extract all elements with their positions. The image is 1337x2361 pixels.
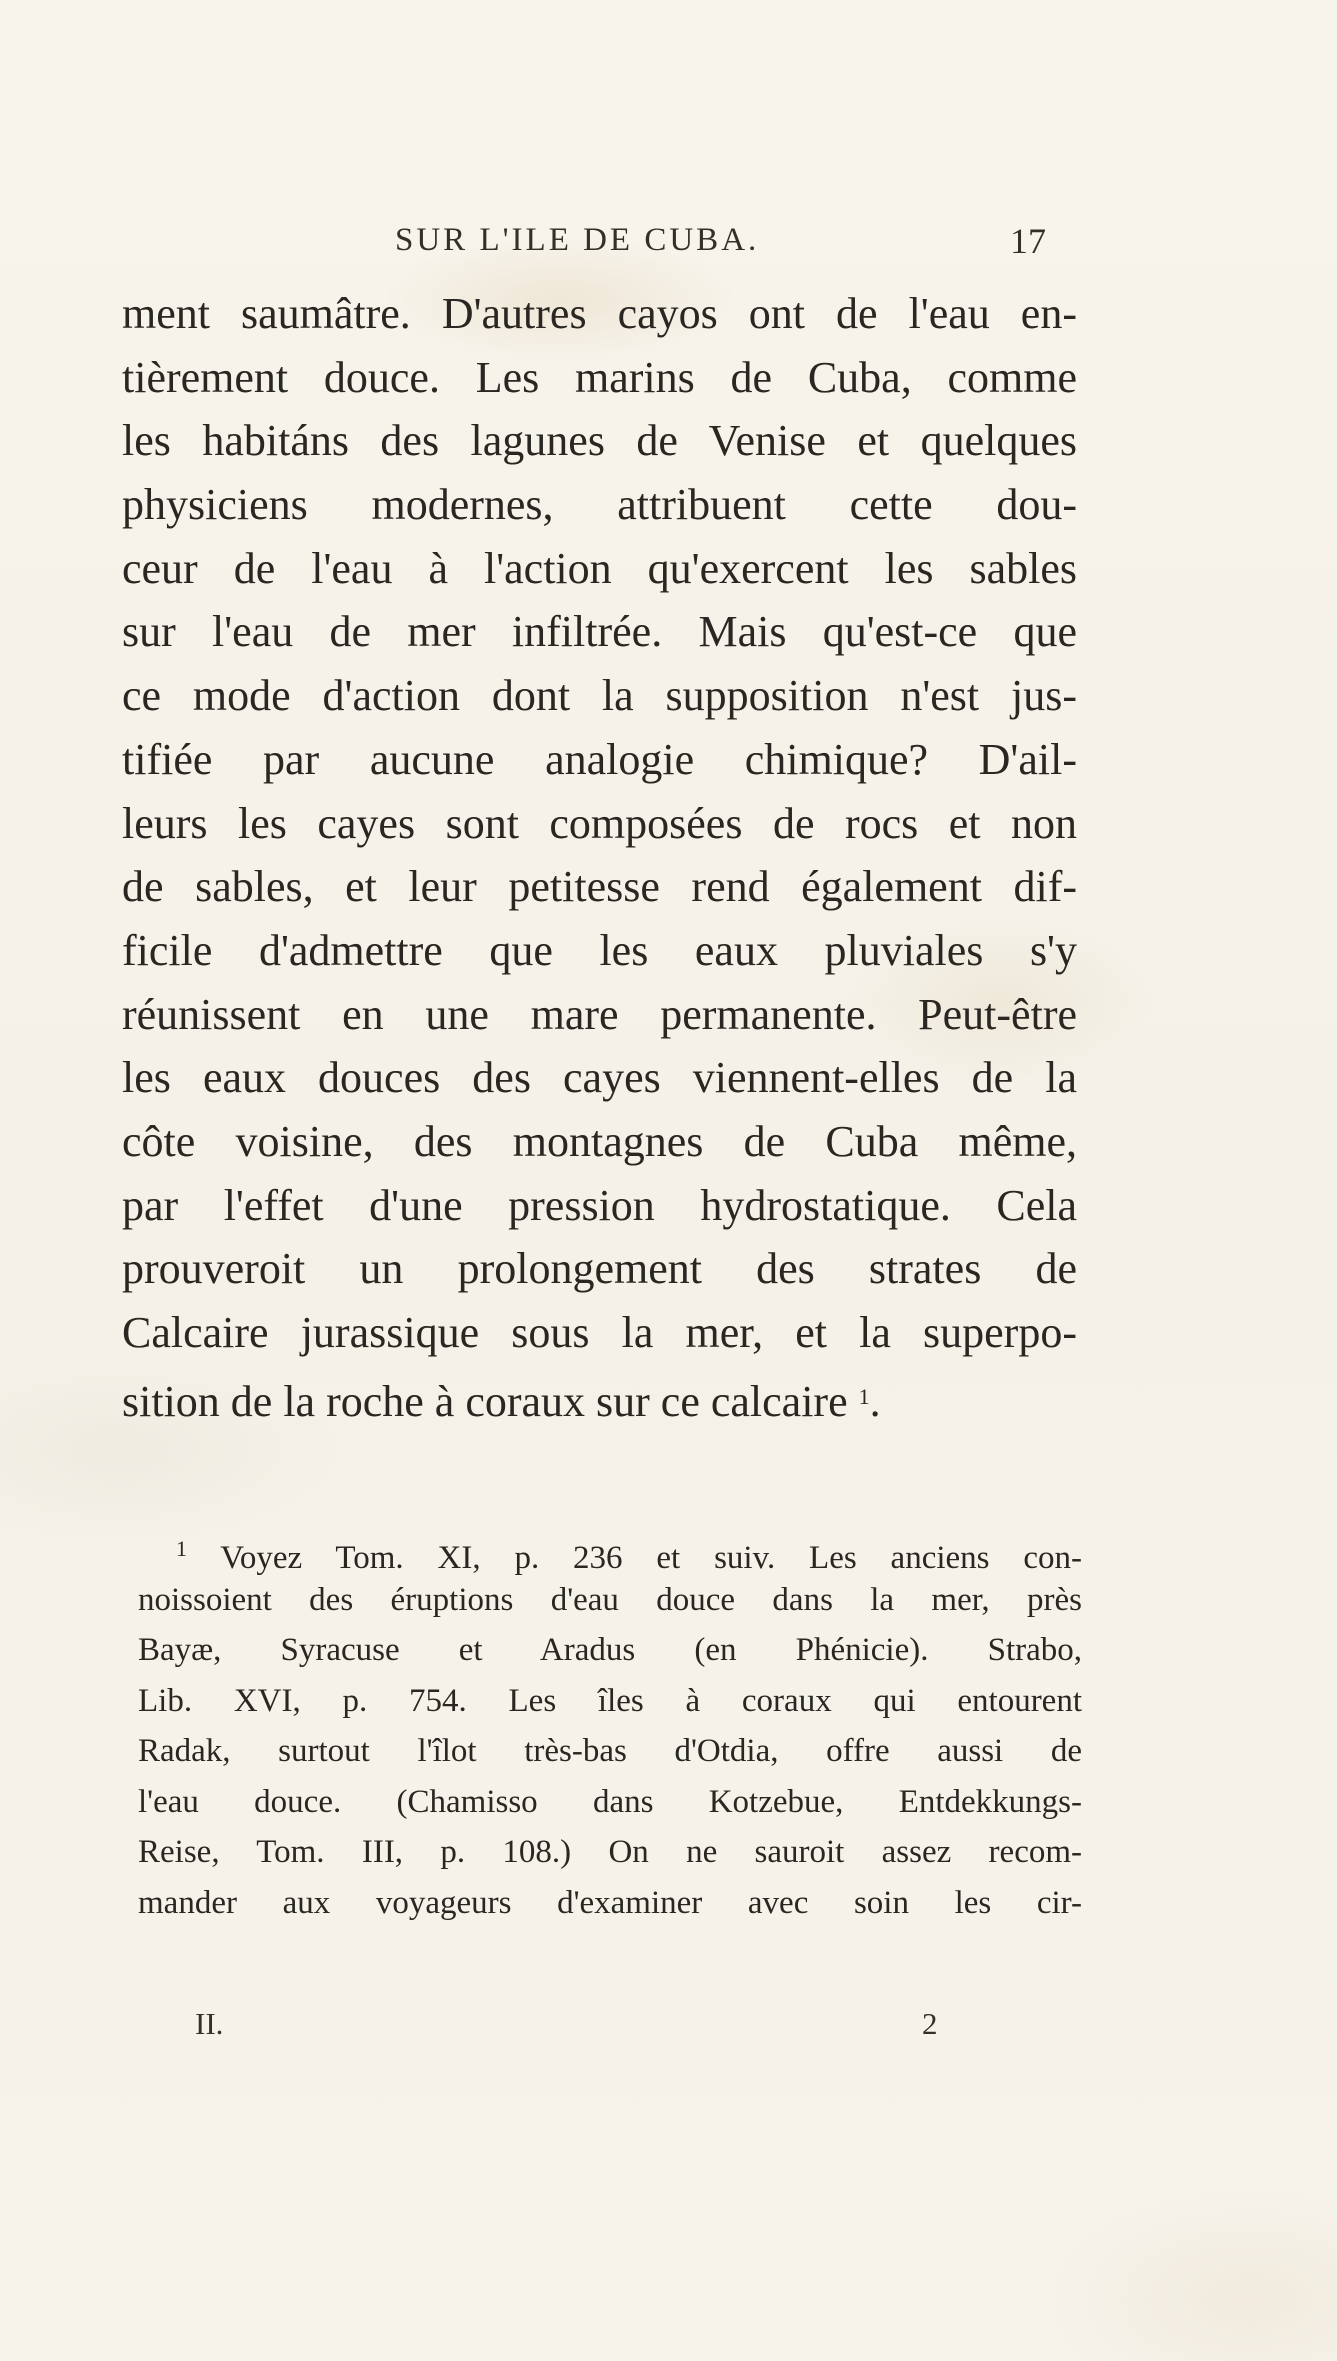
- volume-signature: II.: [195, 2006, 224, 2041]
- body-line: ceur de l'eau à l'action qu'exercent les sables: [122, 543, 1077, 593]
- body-line: côte voisine, des montagnes de Cuba même,: [122, 1116, 1077, 1166]
- body-line: ficile d'admettre que les eaux pluviales s'y: [122, 925, 1077, 975]
- body-line: physiciens modernes, attribuent cette dou-: [122, 480, 1077, 530]
- footnote-line: [138, 1524, 1082, 1575]
- body-line: par l'effet d'une pression hydrostatique. Cela: [122, 1180, 1077, 1230]
- body-line: les eaux douces des cayes viennent-elles de la: [122, 1053, 1077, 1103]
- body-line: prouveroit un prolongement des strates de: [122, 1244, 1077, 1294]
- footnote-marker: 1: [176, 1536, 187, 1561]
- body-line: tifiée par aucune analogie chimique? D'ail-: [122, 734, 1077, 784]
- body-line: Calcaire jurassique sous la mer, et la superpo-: [122, 1308, 1077, 1357]
- body-line: les habitáns des lagunes de Venise et quelques: [122, 416, 1077, 466]
- body-line: tièrement douce. Les marins de Cuba, comme: [122, 352, 1077, 402]
- footnote-line-text: Voyez Tom. XI, p. 236 et suiv. Les anciens con-: [220, 1540, 1082, 1575]
- body-line: sur l'eau de mer infiltrée. Mais qu'est-ce que: [122, 607, 1077, 657]
- body-line: leurs les cayes sont composées de rocs et non: [122, 798, 1077, 848]
- body-line-text: sition de la roche à coraux sur ce calcaire: [122, 1376, 848, 1426]
- body-line: de sables, et leur petitesse rend également dif-: [122, 862, 1077, 912]
- footnote-line: mander aux voyageurs d'examiner avec soin les cir-: [138, 1884, 1082, 1921]
- running-head: SUR L'ILE DE CUBA.: [395, 222, 760, 258]
- body-text: [122, 282, 1077, 1428]
- footnote-line: Bayæ, Syracuse et Aradus (en Phénicie). Strabo,: [138, 1632, 1082, 1668]
- footnote-line: Reise, Tom. III, p. 108.) On ne sauroit assez recom-: [138, 1834, 1082, 1870]
- body-line: ment saumâtre. D'autres cayos ont de l'eau en-: [122, 289, 1077, 338]
- footnote-reference: 1: [858, 1383, 870, 1409]
- final-period: .: [869, 1376, 881, 1426]
- footnote-line: l'eau douce. (Chamisso dans Kotzebue, Entdekkungs-: [138, 1783, 1082, 1820]
- footnote-line: Lib. XVI, p. 754. Les îles à coraux qui entourent: [138, 1682, 1082, 1719]
- gathering-signature: 2: [922, 2006, 938, 2041]
- body-line: réunissent en une mare permanente. Peut-être: [122, 989, 1077, 1039]
- footnote: [138, 1524, 1082, 1928]
- body-line: ce mode d'action dont la supposition n'est jus-: [122, 671, 1077, 721]
- footnote-line: noissoient des éruptions d'eau douce dans la mer, près: [138, 1581, 1082, 1618]
- footnote-line: Radak, surtout l'îlot très-bas d'Otdia, offre aussi de: [138, 1733, 1082, 1769]
- body-line-last: [122, 1365, 1077, 1429]
- page-number: 17: [1010, 221, 1046, 261]
